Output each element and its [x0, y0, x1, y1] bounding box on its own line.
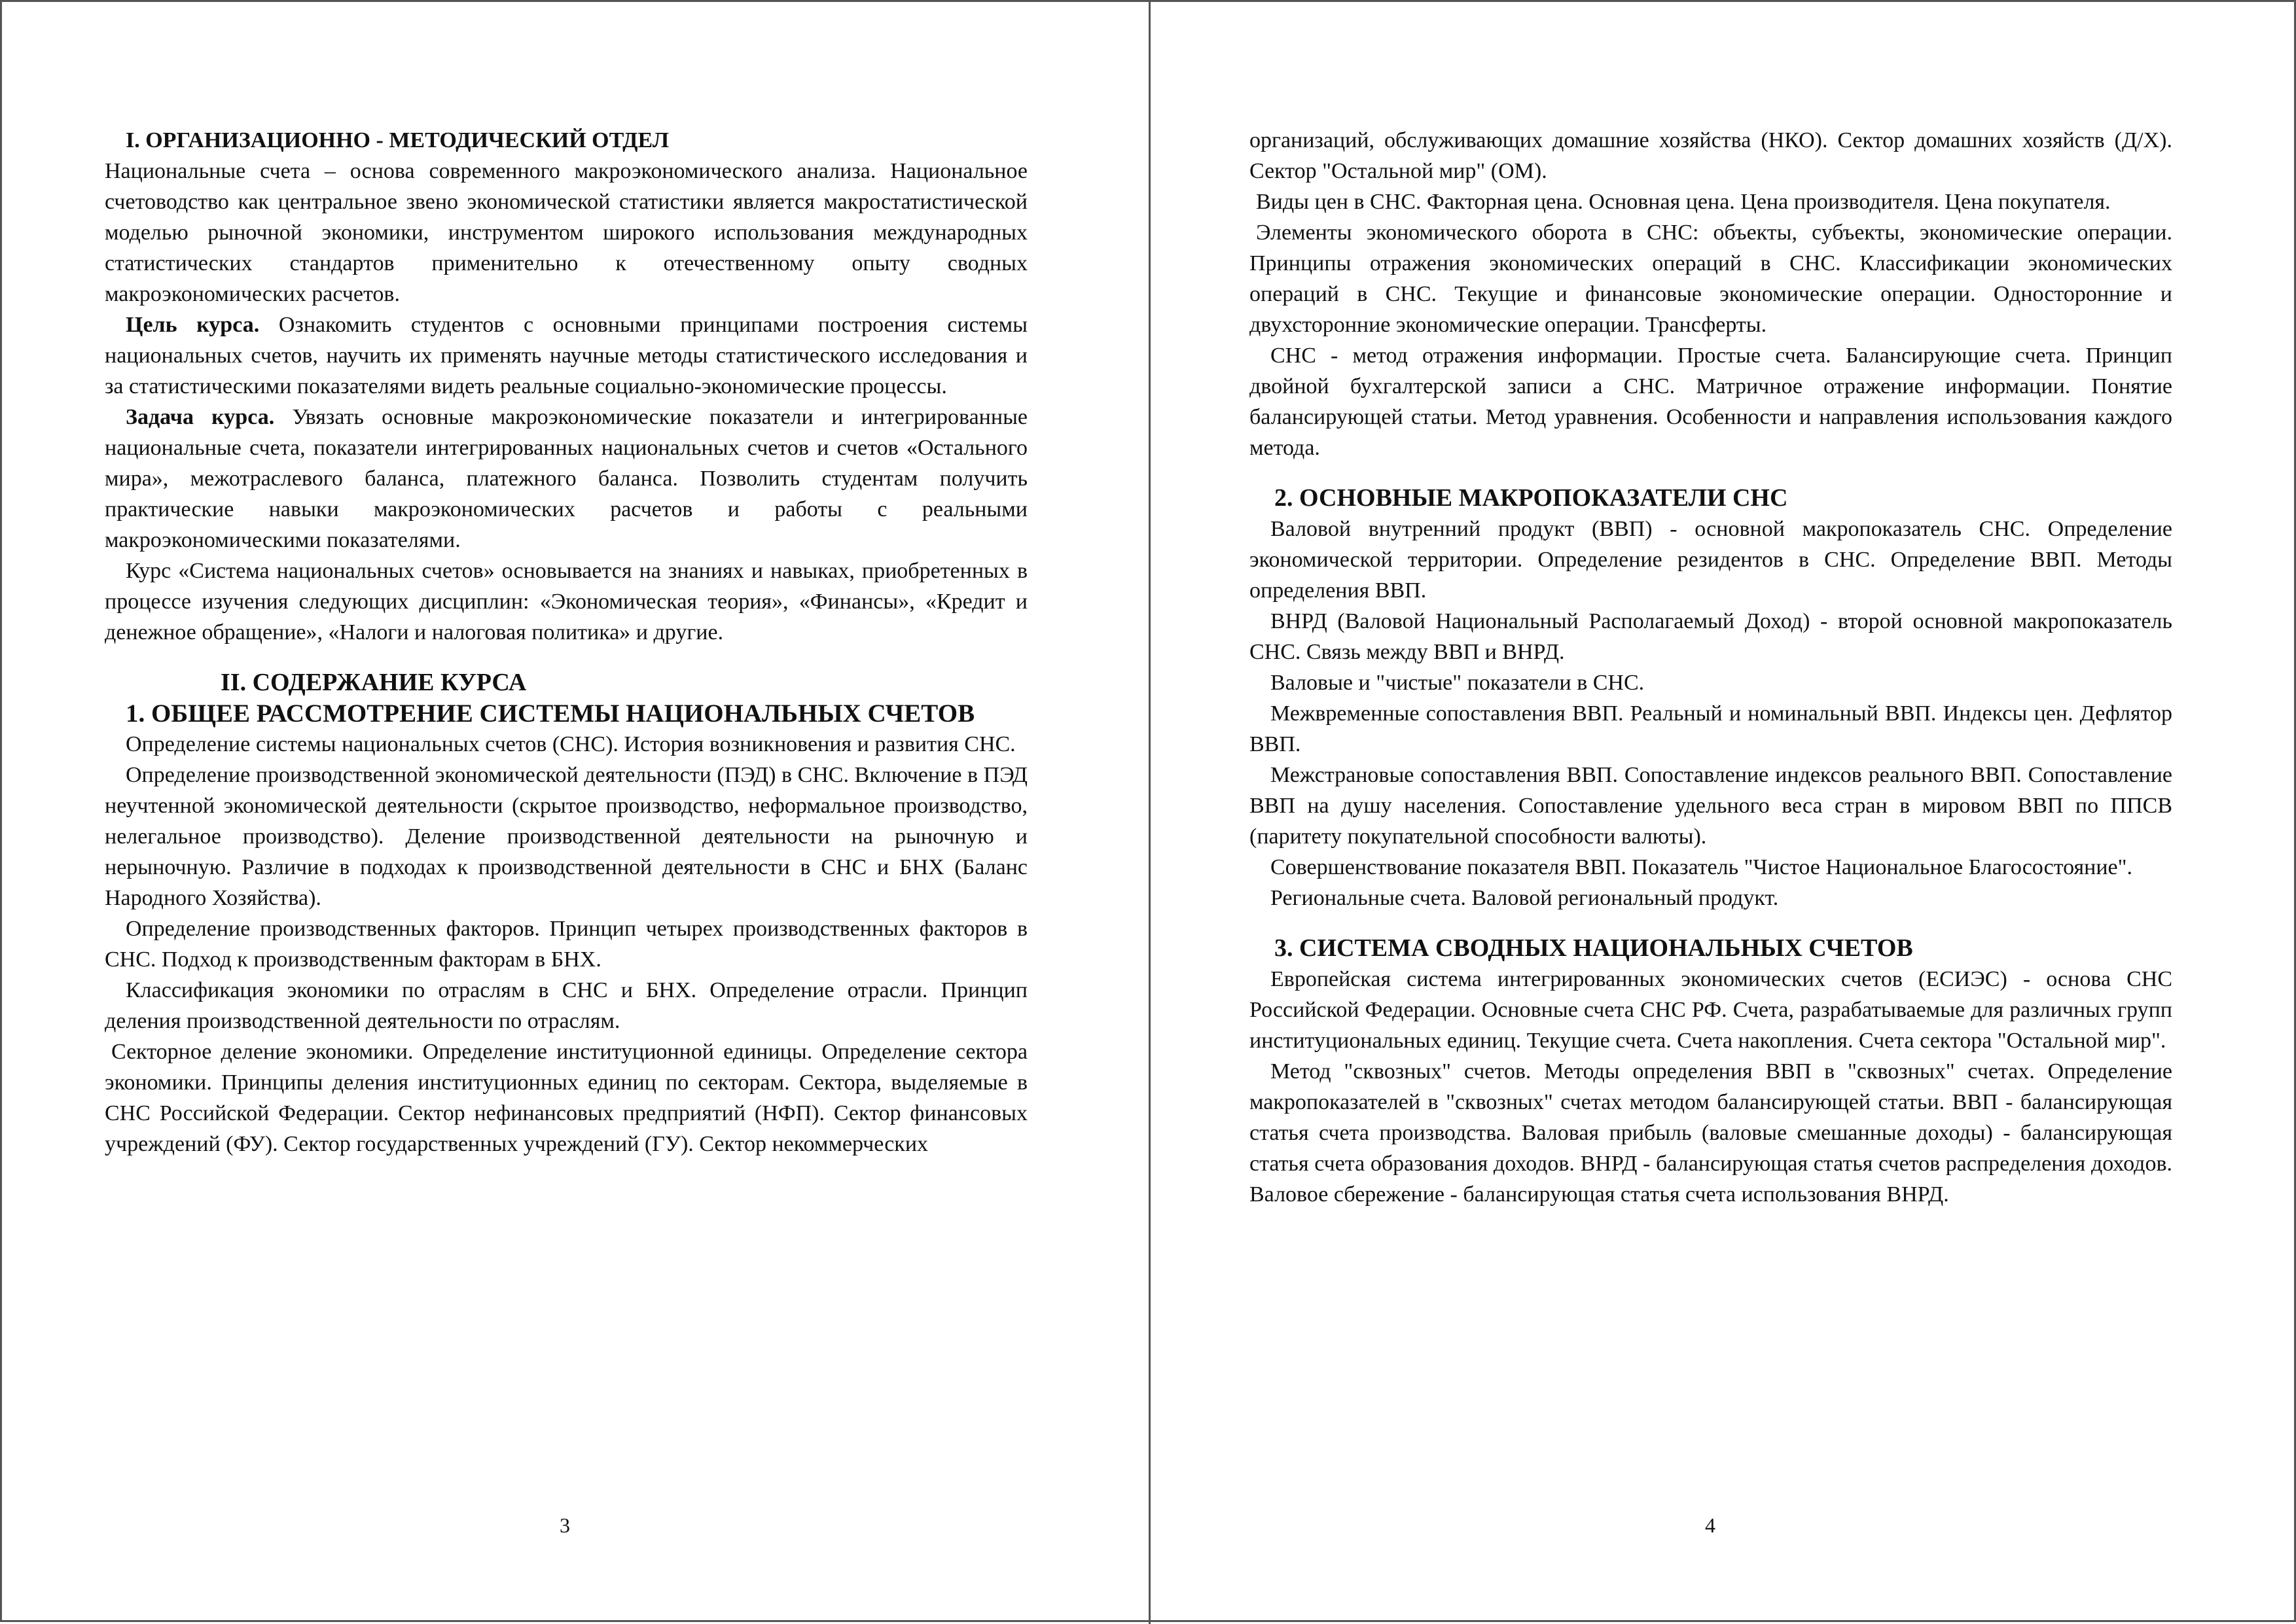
course-task-paragraph — [105, 402, 1028, 556]
left-page — [105, 125, 1028, 1159]
topic-2-paragraph-1: Валовой внутренний продукт (ВВП) - основной макропоказатель СНС. Определение экономической территории. Определение резидентов в СНС. Определение ВВП. Методы определения ВВП. — [1249, 517, 2172, 603]
course-task-text: Увязать основные макроэкономические показатели и интегрированные национальные счета, показатели интегрированных национальных счетов и счетов «Остального мира», межотраслевого баланса, платежного баланса. Позволить студентам получить практические навыки макроэкономических расчетов и работы с реальными макроэкономическими показателями. — [105, 405, 1028, 552]
topic-1-paragraph-1: Определение системы национальных счетов (СНС). История возникновения и развития СНС. — [126, 732, 1016, 756]
topic-3-paragraph-1: Европейская система интегрированных экономических счетов (ЕСИЭС) - основа СНС Российской Федерации. Основные счета СНС РФ. Счета, разрабатываемые для различных групп институциональных единиц. Текущие счета. Счета накопления. Счета сектора "Остальной мир". — [1249, 967, 2172, 1053]
continuation-paragraph-4: СНС - метод отражения информации. Простые счета. Балансирующие счета. Принцип двойной бухгалтерской записи а СНС. Матричное отражение информации. Понятие балансирующей статьи. Метод уравнения. Особенности и направления использования каждого метода. — [1249, 344, 2172, 460]
continuation-paragraph-1: организаций, обслуживающих домашние хозяйства (НКО). Сектор домашних хозяйств (Д/Х). Сектор "Остальной мир" (ОМ). — [1249, 128, 2172, 183]
intro-paragraph: Национальные счета – основа современного макроэкономического анализа. Национальное счетоводство как центральное звено экономической статистики является макростатистической моделью рыночной экономики, инструментом широкого использования международных статистических стандартов применительно к отечественному опыту сводных макроэкономических расчетов. — [105, 159, 1028, 306]
topic-3-title: 3. СИСТЕМА СВОДНЫХ НАЦИОНАЛЬНЫХ СЧЕТОВ — [1274, 934, 1913, 962]
section-title-course-content: II. СОДЕРЖАНИЕ КУРСА — [221, 669, 527, 696]
continuation-paragraph-2: Виды цен в СНС. Факторная цена. Основная цена. Цена производителя. Цена покупателя. — [1256, 190, 2111, 214]
spacer — [1249, 463, 2172, 483]
topic-2-paragraph-2: ВНРД (Валовой Национальный Располагаемый Доход) - второй основной макропоказатель СНС. Связь между ВВП и ВНРД. — [1249, 609, 2172, 664]
spacer — [105, 648, 1028, 667]
topic-2-paragraph-6: Совершенствование показателя ВВП. Показатель "Чистое Национальное Благосостояние". — [1270, 855, 2132, 879]
right-page — [1249, 125, 2172, 1210]
topic-2-paragraph-3: Валовые и "чистые" показатели в СНС. — [1270, 671, 1645, 695]
topic-2-paragraph-7: Региональные счета. Валовой региональный продукт. — [1270, 886, 1779, 910]
page-number-right: 4 — [1705, 1513, 1715, 1537]
topic-1-paragraph-4: Классификация экономики по отраслям в СНС и БНХ. Определение отрасли. Принцип деления производственной деятельности по отраслям. — [105, 978, 1028, 1033]
topic-2-title: 2. ОСНОВНЫЕ МАКРОПОКАЗАТЕЛИ СНС — [1274, 484, 1788, 512]
page-number-left: 3 — [560, 1513, 570, 1537]
section-title-organizational: I. ОРГАНИЗАЦИОННО - МЕТОДИЧЕСКИЙ ОТДЕЛ — [126, 128, 670, 152]
topic-2-paragraph-5: Межстрановые сопоставления ВВП. Сопоставление индексов реального ВВП. Сопоставление ВВП на душу населения. Сопоставление удельного веса стран в мировом ВВП по ППСВ (паритету покупательной способности валюты). — [1249, 763, 2172, 849]
course-goal-paragraph — [105, 309, 1028, 402]
topic-2-paragraph-4: Межвременные сопоставления ВВП. Реальный и номинальный ВВП. Индексы цен. Дефлятор ВВП. — [1249, 701, 2172, 756]
topic-1-paragraph-5: Секторное деление экономики. Определение институционной единицы. Определение сектора экономики. Принципы деления институционных единиц по секторам. Сектора, выделяемые в СНС Российской Федерации. Сектор нефинансовых предприятий (НФП). Сектор финансовых учреждений (ФУ). Сектор государственных учреждений (ГУ). Сектор некоммерческих — [105, 1040, 1028, 1156]
course-goal-text: Ознакомить студентов с основными принципами построения системы национальных счетов, научить их применять научные методы статистического исследования и за статистическими показателями видеть реальные социально-экономические процессы. — [105, 313, 1028, 398]
continuation-paragraph-3: Элементы экономического оборота в СНС: объекты, субъекты, экономические операции. Принципы отражения экономических операций в СНС. Классификации экономических операций в СНС. Текущие и финансовые экономические операции. Односторонние и двухсторонние экономические операции. Трансферты. — [1249, 221, 2172, 337]
course-goal-label: Цель курса. — [126, 313, 260, 337]
page-divider — [1149, 2, 1151, 1624]
topic-1-paragraph-2: Определение производственной экономической деятельности (ПЭД) в СНС. Включение в ПЭД неучтенной экономической деятельности (скрытое производство, неформальное производство, нелегальное производство). Деление производственной деятельности на рыночную и нерыночную. Различие в подходах к производственной деятельности в СНС и БНХ (Баланс Народного Хозяйства). — [105, 763, 1028, 910]
course-task-label: Задача курса. — [126, 405, 275, 429]
spacer — [1249, 913, 2172, 933]
topic-1-title: 1. ОБЩЕЕ РАССМОТРЕНИЕ СИСТЕМЫ НАЦИОНАЛЬНЫХ СЧЕТОВ — [126, 699, 975, 728]
topic-1-paragraph-3: Определение производственных факторов. Принцип четырех производственных факторов в СНС. Подход к производственным факторам в БНХ. — [105, 917, 1028, 972]
prerequisites-paragraph: Курс «Система национальных счетов» основывается на знаниях и навыках, приобретенных в процессе изучения следующих дисциплин: «Экономическая теория», «Финансы», «Кредит и денежное обращение», «Налоги и налоговая политика» и другие. — [105, 559, 1028, 644]
topic-3-paragraph-2: Метод "сквозных" счетов. Методы определения ВВП в "сквозных" счетах. Определение макропоказателей в "сквозных" счетах методом балансирующей статьи. ВВП - балансирующая статья счета производства. Валовая прибыль (валовые смешанные доходы) - балансирующая статья счета образования доходов. ВНРД - балансирующая статья счетов распределения доходов. Валовое сбережение - балансирующая статья счета использования ВНРД. — [1249, 1059, 2172, 1207]
